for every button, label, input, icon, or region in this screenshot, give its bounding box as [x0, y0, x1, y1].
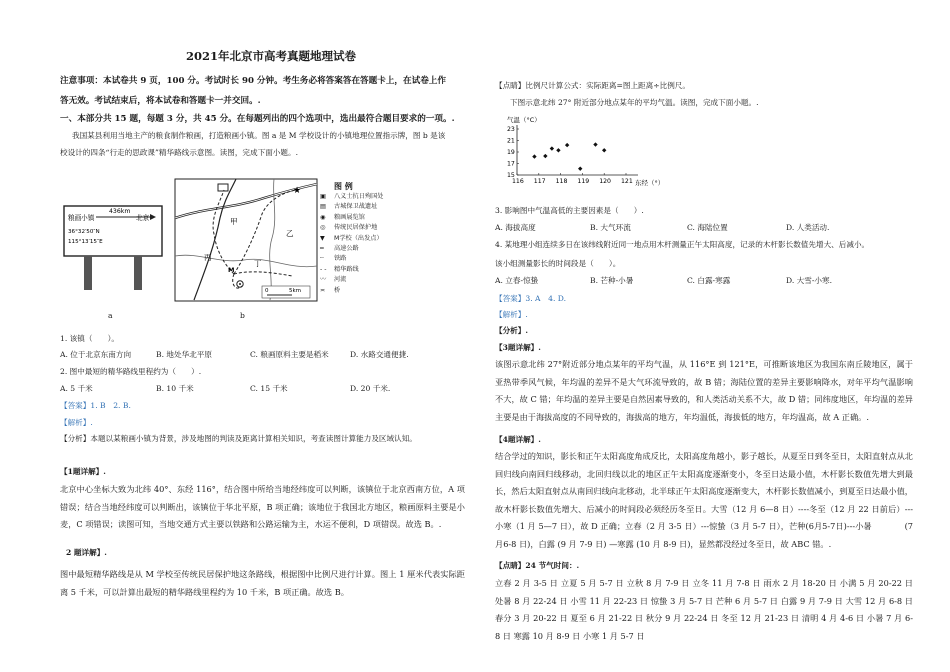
- figure-b-map: [174, 178, 318, 302]
- legend-item: [320, 286, 400, 296]
- legend-label: 古城保卫战遗址: [334, 203, 378, 211]
- page-title: 2021年北京市高考真题地理试卷: [186, 49, 357, 63]
- detail-1-text: 北京中心坐标大致为北纬 40°、东经 116°，结合图中所给当地经纬度可以判断，该镇位于北京西南方位，A 项错误；结合当地经纬度可以判断出，该镇位于华北平原，B 项正确；该地位于我国北方地区，粮画原料主要是小麦，C 项错误；读图可知，当地交通方式主要以铁路和公路运输为主，水运不便利，D 项错误。故选 B。.: [60, 484, 465, 529]
- legend-symbol-icon: ≍: [320, 286, 326, 294]
- x-tick-label: 117: [533, 178, 546, 185]
- analysis-label-right: 【解析】.: [495, 310, 528, 319]
- q2-option-c: C. 15 千米: [250, 384, 288, 393]
- detail-2-text: 图中最短精华路线是从 M 学校至传统民居保护地这条路线，根据图中比例尺进行计算。图上 1 厘米代表实际距离 5 千米，可以計算出最短的精华路线里程约为 10 千米，B 项正确。故选 B。: [60, 569, 465, 597]
- q3-option-c: C. 海陆位置: [687, 223, 728, 232]
- legend-item: [320, 244, 400, 254]
- q3-option-d: D. 人类活动.: [786, 223, 830, 232]
- legend-symbol-icon: ◉: [320, 213, 326, 221]
- analysis-text-left: 【分析】本题以某粮画小镇为背景，涉及地图的判读及距离计算相关知识，考查读图计算能力及区域认知。: [60, 434, 417, 443]
- legend-label: 精华路线: [334, 265, 359, 273]
- figure-a-signpost: [58, 196, 168, 296]
- section-1-heading: 一、本部分共 15 题，每题 3 分，共 45 分。在每题列出的四个选项中，选出最符合题目要求的一项。.: [60, 114, 455, 124]
- intro-line-2: 校设计的四条“行走的思政课”精华路线示意图。读图，完成下面小题。.: [60, 148, 298, 157]
- y-tick-label: 23: [507, 126, 515, 133]
- data-point: [578, 166, 582, 170]
- data-point: [602, 148, 606, 152]
- analysis-label-left: 【解析】.: [60, 418, 93, 427]
- data-point: [556, 148, 560, 152]
- q1-option-b: B. 地处华北平原: [156, 350, 212, 359]
- chart-intro: 下图示意北纬 27° 附近部分地点某年的平均气温。读图，完成下面小题。.: [510, 98, 759, 107]
- data-point: [543, 154, 547, 158]
- detail-4-label: 【4题详解】.: [495, 435, 541, 444]
- data-point: [532, 154, 536, 158]
- data-point: [550, 146, 554, 150]
- data-point: [565, 143, 569, 147]
- figure-a-lon: 115°13′15″E: [68, 239, 103, 245]
- legend-item: [320, 192, 400, 202]
- x-tick-label: 119: [577, 178, 590, 185]
- map-label-bing: 丙: [204, 253, 212, 262]
- detail-3-label: 【3题详解】.: [495, 343, 541, 352]
- legend-item: [320, 213, 400, 223]
- legend-symbol-icon: ═: [320, 245, 324, 253]
- legend-label: 八义士抗日殉国处: [334, 193, 384, 200]
- legend-label: 铁路: [334, 255, 347, 263]
- intro-line-1: 我国某县利用当地主产的粮食制作粮画，打造粮画小镇。图 a 是 M 学校设计的小镇地理位置指示牌，图 b 是该: [72, 131, 446, 140]
- legend-item: [320, 254, 400, 264]
- x-tick-label: 116: [512, 178, 524, 185]
- svg-text:★: ★: [293, 186, 302, 196]
- x-tick-label: 120: [599, 178, 612, 185]
- y-tick-label: 19: [507, 149, 515, 156]
- detail-4-text: 结合学过的知识，影长和正午太阳高度角成反比，太阳高度角越小，影子越长，从夏至日到冬至日，太阳直射点从北回归线向南回归线移动，北回归线以北的地区正午太阳高度逐渐变小，冬至日达最小值，木杆影长数值先增大到最长，然后太阳直射点从南回归线向北移动，北半球正午太阳高度逐渐变大，木杆影长数值减小，到夏至日达最小值，故木杆影长数值先增大、后减小的时间段必须经历冬至日。大雪（12 月 6—8 日）----冬至（12 月 22 日前后）---小寒（1 月 5—7 日），故 D 正确；立春（2 月 3-5 日）---惊蛰（3 月 5-7 日），芒种(6月5-7日)---小暑 (7月6-8 日)，白露 (9 月 7-9 日) —寒露 (10 月 8-9 日)，显然都没经过冬至日，故 ABC 错。.: [495, 451, 913, 549]
- legend-symbol-icon: ┄: [320, 255, 324, 263]
- question-2: 2. 图中最短的精华路线里程约为（ ）.: [60, 367, 202, 376]
- detail-2-label: 2 题详解】.: [66, 548, 107, 557]
- q4-option-c: C. 白露-寒露: [687, 276, 731, 285]
- q4-option-b: B. 芒种-小暑: [590, 276, 634, 285]
- legend-label: M学校（出发点）: [334, 234, 383, 242]
- detail-1-label: 【1题详解】.: [60, 467, 106, 476]
- figure-a-caption: a: [108, 311, 113, 320]
- legend-item: [320, 234, 400, 244]
- legend-symbol-icon: 〰: [320, 276, 327, 284]
- legend-item: [320, 265, 400, 275]
- legend-item: [320, 275, 400, 285]
- legend-label: 粮画展览馆: [334, 213, 365, 221]
- q2-option-a: A. 5 千米: [60, 384, 93, 393]
- question-4-line-1: 4. 某地理小组连续多日在该纬线附近同一地点用木杆测量正午太阳高度，记录的木杆影长数值先增大、后减小。: [495, 240, 870, 249]
- question-3: 3. 影响图中气温高低的主要因素是（ ）.: [495, 206, 644, 215]
- data-point: [593, 142, 597, 146]
- figure-a-lat: 36°32′50″N: [68, 229, 100, 235]
- figure-a-city: 北京: [136, 214, 150, 222]
- q1-option-d: D. 水路交通便捷.: [350, 350, 409, 359]
- dianjing-solar-terms-label: 【点睛】24 节气时间：.: [495, 561, 580, 570]
- x-tick-label: 121: [621, 178, 633, 185]
- answer-q3-q4: 【答案】3. A 4. D.: [495, 294, 567, 303]
- map-legend: [320, 180, 400, 296]
- legend-label: 河流: [334, 276, 347, 284]
- map-scale-0: 0: [265, 288, 269, 294]
- chart-ylabel: 气温（°C）: [507, 116, 541, 124]
- legend-symbol-icon: ▼: [320, 234, 325, 242]
- fenxi-label: 【分析】.: [495, 326, 529, 335]
- map-label-m: M: [228, 266, 235, 274]
- q1-option-a: A. 位于北京东南方向: [60, 350, 132, 359]
- map-label-jia: 甲: [230, 217, 238, 226]
- legend-label: 高速公路: [334, 245, 359, 253]
- y-tick-label: 15: [507, 172, 515, 179]
- notice-line-2: 答无效。考试结束后，将本试卷和答题卡一并交回。.: [60, 96, 261, 106]
- legend-symbol-icon: ◎: [320, 224, 326, 232]
- solar-terms-text: 立春 2 月 3-5 日 立夏 5 月 5-7 日 立秋 8 月 7-9 日 立冬 11 月 7-8 日 雨水 2 月 18-20 日 小满 5 月 20-22 日 处暑 8 月 22-24 日 小雪 11 月 22-23 日 惊蛰 3 月 5-7 日 芒种 6 月 5-7 日 白露 9 月 7-9 日 大雪 12 月 6-8 日 春分 3 月 20-22 日 夏至 6 月 21-22 日 秋分 9 月 22-24 日 冬至 12 月 21-23 日 清明 4 月 4-6 日 小暑 7 月 6-8 日 寒露 10 月 8-9 日 小寒 1 月 5-7 日: [495, 578, 913, 641]
- legend-item: [320, 202, 400, 212]
- q3-option-b: B. 大气环流: [590, 223, 631, 232]
- x-tick-label: 118: [555, 178, 568, 185]
- q4-option-d: D. 大雪-小寒.: [786, 276, 832, 285]
- y-tick-label: 21: [507, 137, 515, 145]
- q2-option-d: D. 20 千米.: [350, 384, 391, 393]
- y-tick-label: 17: [507, 160, 515, 168]
- notice-line-1: 注意事项：本试卷共 9 页，100 分。考试时长 90 分钟。考生务必将答案答在答题卡上，在试卷上作: [60, 76, 446, 86]
- q3-option-a: A. 海拔高度: [495, 223, 536, 232]
- legend-label: 传统民居保护地: [334, 224, 378, 232]
- map-label-yi: 乙: [286, 229, 294, 238]
- legend-symbol-icon: - -: [320, 265, 327, 273]
- chart-xlabel: 东经（°）: [635, 179, 665, 187]
- detail-3-text: 该图示意北纬 27°附近部分地点某年的平均气温，从 116°E 到 121°E，可推断该地区为我国东南丘陵地区，属于亚热带季风气候，年均温的差异不是大气环流导致的，故 B 错；海陆位置的差异主要影响降水，对年平均气温影响不大，故 C 错；年均温的差异主要是自然因素导致的，和人类活动关系不大，故 D 错；同纬度地区，年均温的差异主要是由于海拔高度的不同导致的，海拔高的地方，年均温低，海拔低的地方，年均温高，故 A 正确。.: [495, 359, 913, 422]
- dianjing-scale-formula: 【点睛】比例尺计算公式：实际距离=图上距离÷比例尺。: [495, 81, 690, 90]
- q4-option-a: A. 立春-惊蛰: [495, 276, 539, 285]
- map-scale-5: 5km: [289, 288, 302, 294]
- legend-symbol-icon: ▣: [320, 193, 326, 200]
- answer-q1-q2: 【答案】1. B 2. B.: [60, 401, 131, 410]
- legend-label: 桥: [334, 286, 341, 294]
- figure-a-distance: 436km: [109, 208, 131, 215]
- question-1: 1. 该镇（ ）。: [60, 334, 120, 343]
- legend-title: 图 例: [334, 181, 353, 191]
- figure-b-caption: b: [240, 311, 245, 320]
- figure-a-town: 粮画小镇: [68, 214, 95, 222]
- map-label-ding: 丁: [254, 259, 262, 268]
- temperature-scatter-chart: [490, 110, 670, 190]
- q1-option-c: C. 粮画原料主要是稻米: [250, 350, 329, 359]
- q2-option-b: B. 10 千米: [156, 384, 194, 393]
- legend-item: [320, 223, 400, 233]
- question-4-line-2: 该小组测量影长的时间段是（ ）。: [495, 259, 621, 268]
- legend-symbol-icon: ▤: [320, 203, 326, 211]
